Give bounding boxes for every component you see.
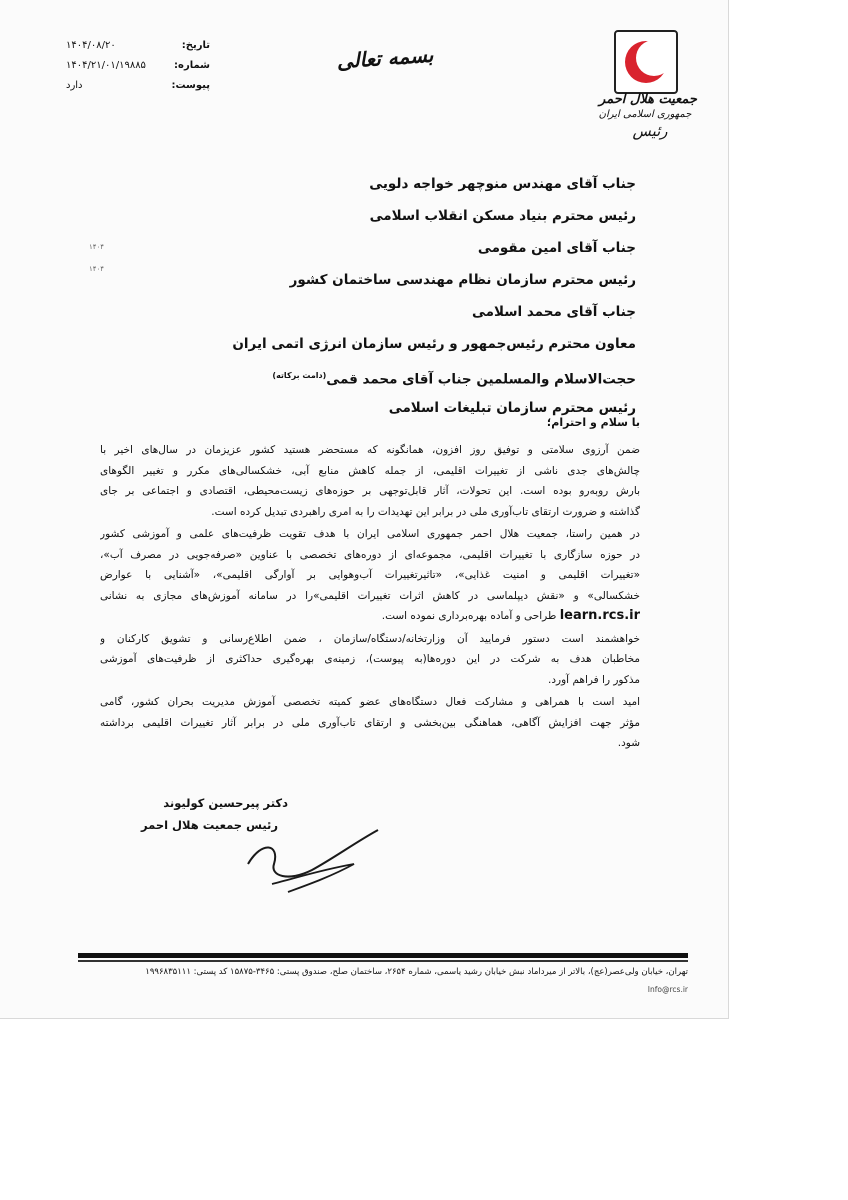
- body-line: ضمن آرزوی سلامتی و توفیق روز افزون، همانگونه که مستحضر هستید کشور عزیزمان در سال‌های اخیر با: [100, 444, 640, 456]
- signatory-title: رئیس جمعیت هلال احمر: [140, 818, 278, 832]
- addressee-block: [96, 168, 636, 424]
- addressee-name: حجت‌الاسلام والمسلمین جناب آقای محمد قمی: [326, 371, 636, 388]
- body-line: شود.: [617, 737, 640, 749]
- org-name: جمعیت هلال احمر: [599, 92, 697, 107]
- meta-row-number: [60, 56, 210, 76]
- meta-value-date: ۱۴۰۴/۰۸/۲۰: [66, 40, 116, 51]
- footer-rule: [78, 953, 688, 958]
- body-line: خشکسالی» و «نقش دیپلماسی در کاهش اثرات تغییرات اقلیمی»را در سامانه آموزش‌های مجازی به نشانی: [100, 589, 640, 602]
- honorific: (دامت برکاته): [272, 371, 327, 380]
- side-mark: ۱۴۰۴: [88, 265, 104, 273]
- meta-value-attachment: دارد: [66, 80, 83, 91]
- letter-meta: [60, 36, 210, 96]
- body-line: «تغییرات اقلیمی و امنیت غذایی»، «تاثیرتغییرات آب‌وهوایی بر آوارگی اقلیمی»، «آشنایی با عوارض: [100, 569, 640, 581]
- body-line: بارش روبه‌رو بوده است. این تحولات، آثار قابل‌توجهی بر حوزه‌های زیست‌محیطی، اقتصادی و اجتماعی بر جای: [100, 485, 640, 497]
- addressee-line: جناب آقای امین مقومی: [477, 240, 636, 256]
- meta-label: شماره:: [174, 60, 210, 71]
- signatory-name: دکتر پیرحسین کولیوند: [163, 796, 288, 810]
- meta-label: تاریخ:: [181, 40, 210, 51]
- body-line: مخاطبان هدف به شرکت در این دوره‌ها(به پیوست)، زمینه‌ی بهره‌گیری حداکثری از ظرفیت‌های آموزشی: [100, 653, 640, 665]
- invocation-heading: بسمه تعالی: [335, 42, 435, 74]
- addressee-line-with-honorific: [96, 360, 636, 392]
- addressee-line: رئیس محترم سازمان نظام مهندسی ساختمان کشور: [289, 272, 636, 288]
- footer-address: تهران، خیابان ولی‌عصر(عج)، بالاتر از میرداماد نبش خیابان رشید یاسمی، شماره ۲۶۵۴، ساختمان صلح، صندوق پستی: ۳۴۶۵-۱۵۸۷۵ کد پستی: ۱۹۹۶۸۳۵۱۱۱: [145, 967, 688, 977]
- meta-value-number: ۱۴۰۴/۲۱/۰۱/۱۹۸۸۵: [66, 60, 146, 71]
- meta-row-attachment: [60, 76, 210, 96]
- addressee-line: جناب آقای محمد اسلامی: [472, 304, 636, 320]
- body-line-tail: طراحی و آماده بهره‌برداری نموده است.: [381, 610, 557, 622]
- red-crescent-logo-icon: [614, 30, 678, 94]
- country-name: جمهوری اسلامی ایران: [598, 109, 692, 120]
- footer-rule-thin: [78, 960, 688, 962]
- body-line: امید است با همراهی و مشارکت فعال دستگاه‌های عضو کمیته تخصصی آموزش مدیریت بحران کشور، گامی: [100, 696, 640, 708]
- body-line: گذاشته و ضرورت ارتقای تاب‌آوری ملی در برابر این تهدیدات را به امری راهبردی تبدیل کرده است.: [211, 505, 640, 518]
- footer-contact: Info@rcs.ir: [647, 985, 688, 994]
- body-line: چالش‌های جدی ناشی از تغییرات اقلیمی، از جمله کاهش منابع آبی، خشکسالی‌های مکرر و تغییر الگوهای: [100, 464, 640, 477]
- side-mark: ۱۴۰۴: [88, 243, 104, 251]
- salutation: با سلام و احترام؛: [546, 416, 640, 429]
- body-line: در همین راستا، جمعیت هلال احمر جمهوری اسلامی ایران با هدف تقویت ظرفیت‌های علمی و آموزشی کشور: [100, 528, 640, 540]
- meta-label: پیوست:: [171, 80, 210, 91]
- addressee-line: رئیس محترم سازمان تبلیغات اسلامی: [388, 400, 636, 416]
- letter-body: [100, 440, 640, 754]
- addressee-line: جناب آقای مهندس منوچهر خواجه دلویی: [369, 176, 636, 192]
- addressee-line: معاون محترم رئیس‌جمهور و رئیس سازمان انرژی اتمی ایران: [232, 336, 636, 352]
- body-line: مؤثر جهت افزایش آگاهی، هماهنگی بین‌بخشی و ارتقای تاب‌آوری ملی در برابر آثار تغییرات اقلیمی برداشته: [100, 716, 640, 729]
- crescent-icon: [616, 32, 676, 92]
- body-line: مذکور را فراهم آورد.: [548, 673, 640, 686]
- course-url-link[interactable]: learn.rcs.ir: [559, 608, 640, 623]
- body-line: خواهشمند است دستور فرمایید آن وزارتخانه/دستگاه/سازمان ، ضمن اطلاع‌رسانی و تشویق کارکنان و: [100, 632, 640, 645]
- side-marks: [74, 236, 104, 280]
- addressee-line: رئیس محترم بنیاد مسکن انقلاب اسلامی: [369, 208, 636, 224]
- handwritten-signature-icon: [236, 820, 386, 900]
- body-line-url: [100, 606, 640, 627]
- meta-row-date: [60, 36, 210, 56]
- body-line: در حوزه سازگاری با تغییرات اقلیمی، مجموعه‌ای از دوره‌های تخصصی با عناوین «صرفه‌جویی در مصرف آب»،: [100, 548, 640, 561]
- office-title: رئیس: [632, 122, 668, 140]
